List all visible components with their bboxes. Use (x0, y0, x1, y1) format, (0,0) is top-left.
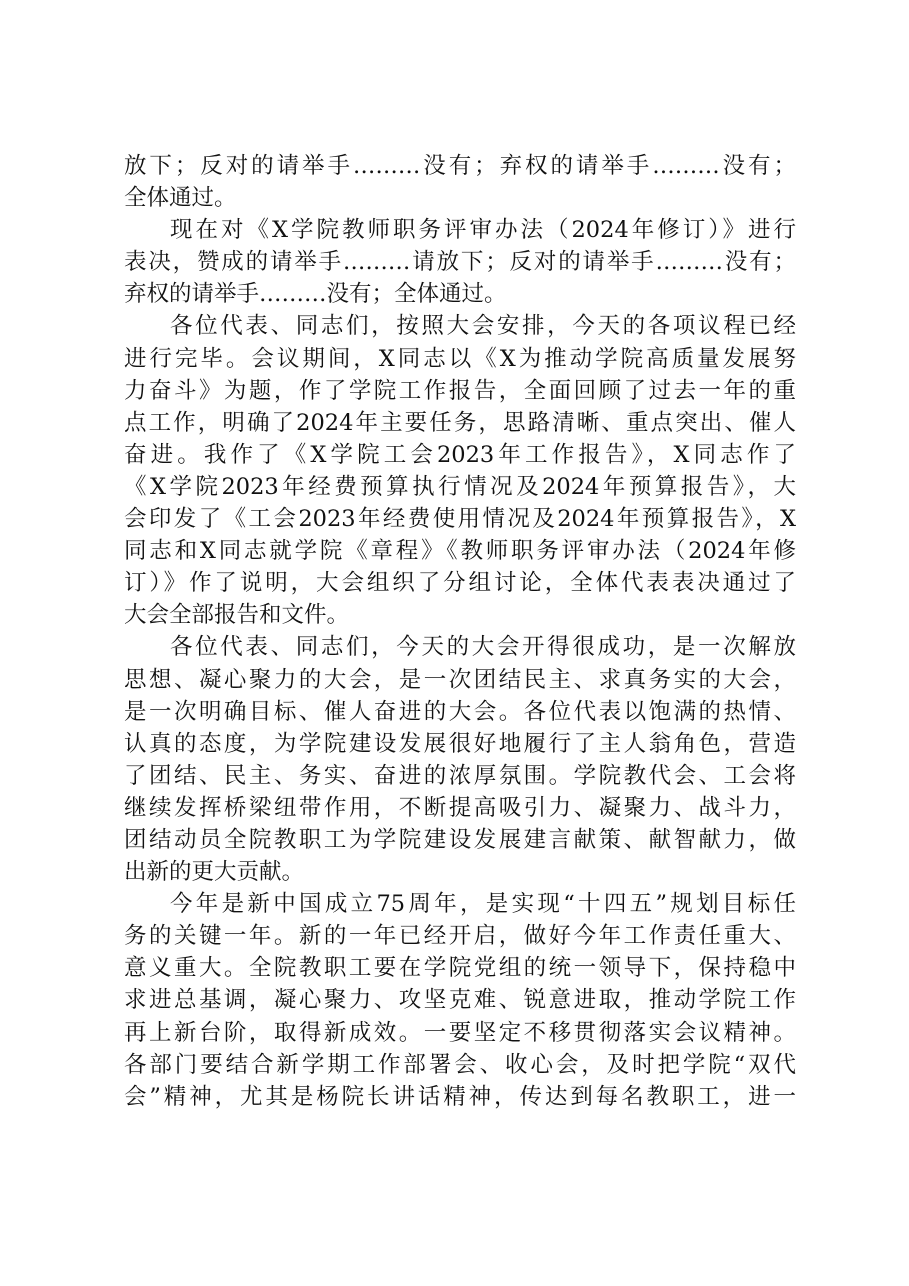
text-line: 同志和X同志就学院《章程》《教师职务评审办法（2024年修 (124, 538, 796, 565)
text-line: 表决，赞成的请举手………请放下；反对的请举手………没有； (124, 249, 796, 276)
text-line: 务的关键一年。新的一年已经开启，做好今年工作责任重大、 (124, 923, 796, 950)
text-line: 出新的更大贡献。 (124, 859, 305, 886)
text-line: 订）》作了说明，大会组织了分组讨论，全体代表表决通过了 (124, 570, 796, 597)
text-line: 今年是新中国成立75周年，是实现“十四五”规划目标任 (170, 891, 796, 918)
text-line: 弃权的请举手………没有；全体通过。 (124, 281, 507, 308)
text-line: 进行完毕。会议期间，X同志以《X为推动学院高质量发展努 (124, 345, 796, 372)
text-line: 是一次明确目标、催人奋进的大会。各位代表以饱满的热情、 (124, 698, 796, 725)
text-line: 了团结、民主、务实、奋进的浓厚氛围。学院教代会、工会将 (124, 762, 796, 789)
text-line: 力奋斗》为题，作了学院工作报告，全面回顾了过去一年的重 (124, 377, 796, 404)
text-line: 各部门要结合新学期工作部署会、收心会，及时把学院“双代 (124, 1051, 796, 1078)
text-line: 继续发挥桥梁纽带作用，不断提高吸引力、凝聚力、战斗力， (124, 794, 796, 821)
text-line: 团结动员全院教职工为学院建设发展建言献策、献智献力，做 (124, 826, 796, 853)
text-line: 现在对《X学院教师职务评审办法（2024年修订）》进行 (170, 217, 796, 244)
text-line: 各位代表、同志们，今天的大会开得很成功，是一次解放 (170, 634, 796, 661)
text-line: 《X学院2023年经费预算执行情况及2024年预算报告》，大 (124, 473, 796, 500)
text-line: 点工作，明确了2024年主要任务，思路清晰、重点突出、催人 (124, 409, 796, 436)
text-line: 大会全部报告和文件。 (124, 602, 350, 629)
text-line: 放下；反对的请举手………没有；弃权的请举手………没有； (124, 153, 796, 179)
text-line: 会印发了《工会2023年经费使用情况及2024年预算报告》，X (124, 506, 796, 533)
text-line: 再上新台阶，取得新成效。一要坚定不移贯彻落实会议精神。 (124, 1019, 796, 1046)
text-line: 奋进。我作了《X学院工会2023年工作报告》，X同志作了 (124, 441, 796, 468)
text-line: 认真的态度，为学院建设发展很好地履行了主人翁角色，营造 (124, 730, 796, 757)
document-body (124, 150, 796, 1113)
text-line: 各位代表、同志们，按照大会安排，今天的各项议程已经 (170, 313, 796, 340)
text-line: 求进总基调，凝心聚力、攻坚克难、锐意进取，推动学院工作 (124, 987, 796, 1014)
text-line: 意义重大。全院教职工要在学院党组的统一领导下，保持稳中 (124, 955, 796, 982)
text-line: 思想、凝心聚力的大会，是一次团结民主、求真务实的大会， (124, 666, 796, 693)
text-line: 全体通过。 (124, 185, 237, 212)
text-line: 会”精神，尤其是杨院长讲话精神，传达到每名教职工，进一 (124, 1083, 796, 1110)
